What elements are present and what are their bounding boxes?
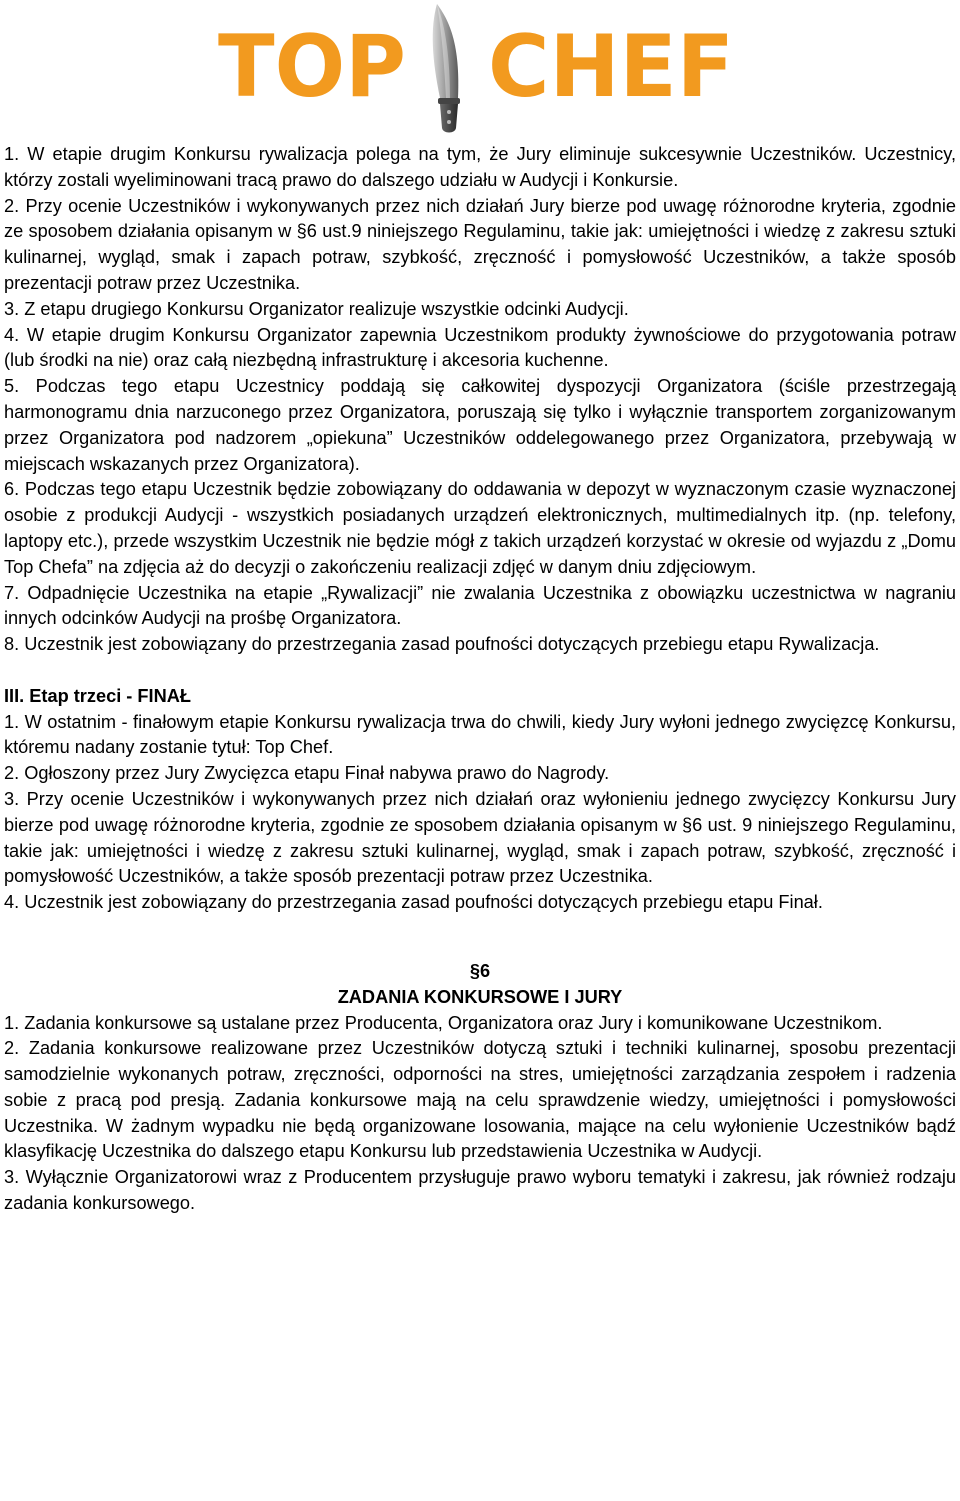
final-stage-heading: III. Etap trzeci - FINAŁ	[4, 685, 191, 706]
top-chef-logo	[0, 0, 960, 140]
rywalizacja-paragraph-2: 2. Przy ocenie Uczestników i wykonywanych przez nich działań Jury bierze pod uwagę różnorodne kryteria, zgodnie ze sposobem działania opisanym w §6 ust.9 niniejszego Regulaminu, takie jak: umiejętności i wiedzę z zakresu sztuki kulinarnej, wygląd, smak i zapach potraw, szybkość, zręczność i pomysłowość Uczestników, a także sposób prezentacji potraw przez Uczestnika.	[4, 195, 956, 293]
rywalizacja-paragraph-7: 7. Odpadnięcie Uczestnika na etapie „Rywalizacji” nie zwalania Uczestnika z obowiązku uczestnictwa w nagraniu innych odcinków Audycji na prośbę Organizatora.	[4, 582, 956, 629]
regulation-document	[4, 142, 956, 1217]
section-spacer	[4, 916, 956, 959]
logo-text-top: TOP	[218, 17, 406, 117]
rywalizacja-paragraph-8: 8. Uczestnik jest zobowiązany do przestrzegania zasad poufności dotyczących przebiegu etapu Rywalizacja.	[4, 634, 880, 655]
zadania-paragraph-3: 3. Wyłącznie Organizatorowi wraz z Producentem przysługuje prawo wyboru tematyki i zakresu, jak również rodzaju zadania konkursowego.	[4, 1167, 956, 1214]
rywalizacja-paragraph-5: 5. Podczas tego etapu Uczestnicy poddają się całkowitej dyspozycji Organizatora (ściśle przestrzegają harmonogramu dnia narzuconego przez Organizatora, poruszają się tylko i wyłącznie transportem zorganizowanym przez Organizatora pod nadzorem „opiekuna” Uczestników oddelegowanego przez Organizatora, przebywają w miejscach wskazanych przez Organizatora).	[4, 376, 956, 474]
section-6-number: §6	[469, 960, 491, 981]
logo-text-chef: CHEF	[488, 17, 734, 117]
header-logo	[0, 0, 960, 140]
rywalizacja-paragraph-4: 4. W etapie drugim Konkursu Organizator zapewnia Uczestnikom produkty żywnościowe do przygotowania potraw (lub środki na nie) oraz całą niezbędną infrastrukturę i akcesoria kuchenne.	[4, 324, 956, 371]
final-paragraph-4: 4. Uczestnik jest zobowiązany do przestrzegania zasad poufności dotyczących przebiegu etapu Finał.	[4, 892, 823, 913]
section-6-title: ZADANIA KONKURSOWE I JURY	[337, 986, 623, 1007]
final-paragraph-2: 2. Ogłoszony przez Jury Zwycięzca etapu Finał nabywa prawo do Nagrody.	[4, 763, 610, 784]
zadania-paragraph-1: 1. Zadania konkursowe są ustalane przez Producenta, Organizatora oraz Jury i komunikowane Uczestnikom.	[4, 1012, 883, 1033]
rywalizacja-paragraph-3: 3. Z etapu drugiego Konkursu Organizator realizuje wszystkie odcinki Audycji.	[4, 298, 629, 319]
final-paragraph-1: 1. W ostatnim - finałowym etapie Konkursu rywalizacja trwa do chwili, kiedy Jury wyłoni jednego zwycięzcę Konkursu, któremu nadany zostanie tytuł: Top Chef.	[4, 711, 956, 758]
final-paragraph-3: 3. Przy ocenie Uczestników i wykonywanych przez nich działań oraz wyłonieniu jednego zwycięzcy Konkursu Jury bierze pod uwagę różnorodne kryteria, zgodnie ze sposobem działania opisanym w §6 ust. 9 niniejszego Regulaminu, takie jak: umiejętności i wiedzę z zakresu sztuki kulinarnej, wygląd, smak i zapach potraw, szybkość, zręczność i pomysłowość Uczestników, a także sposób prezentacji potraw przez Uczestnika.	[4, 788, 956, 887]
rywalizacja-paragraph-1: 1. W etapie drugim Konkursu rywalizacja polega na tym, że Jury eliminuje sukcesywnie Uczestników. Uczestnicy, którzy zostali wyeliminowani tracą prawo do dalszego udziału w Audycji i Konkursie.	[4, 144, 956, 190]
section-spacer	[4, 658, 956, 684]
chef-knife-icon	[433, 4, 460, 133]
zadania-paragraph-2: 2. Zadania konkursowe realizowane przez Uczestników dotyczą sztuki i techniki kulinarnej, sposobu prezentacji samodzielnie wykonanych potraw, zręczności, odporności na stres, umiejętności zarządzania zespołem i radzenia sobie z pracą pod presją. Zadania konkursowe mają na celu sprawdzenie wiedzy, umiejętności i pomysłowości Uczestnika. W żadnym wypadku nie będą organizowane losowania, mające na celu wyłonienie Uczestników bądź klasyfikację Uczestnika do dalszego etapu Konkursu lub przedstawienia Uczestnika w Audycji.	[4, 1038, 956, 1162]
rywalizacja-paragraph-6: 6. Podczas tego etapu Uczestnik będzie zobowiązany do oddawania w depozyt w wyznaczonym czasie wyznaczonej osobie z produkcji Audycji - wszystkich posiadanych urządzeń elektronicznych, multimedialnych itp. (np. telefony, laptopy etc.), przede wszystkim Uczestnik nie będzie mógł z takich urządzeń korzystać w okresie od wyjazdu z „Domu Top Chefa” na zdjęcia aż do decyzji o zakończeniu realizacji zdjęć w danym dniu zdjęciowym.	[4, 479, 956, 577]
